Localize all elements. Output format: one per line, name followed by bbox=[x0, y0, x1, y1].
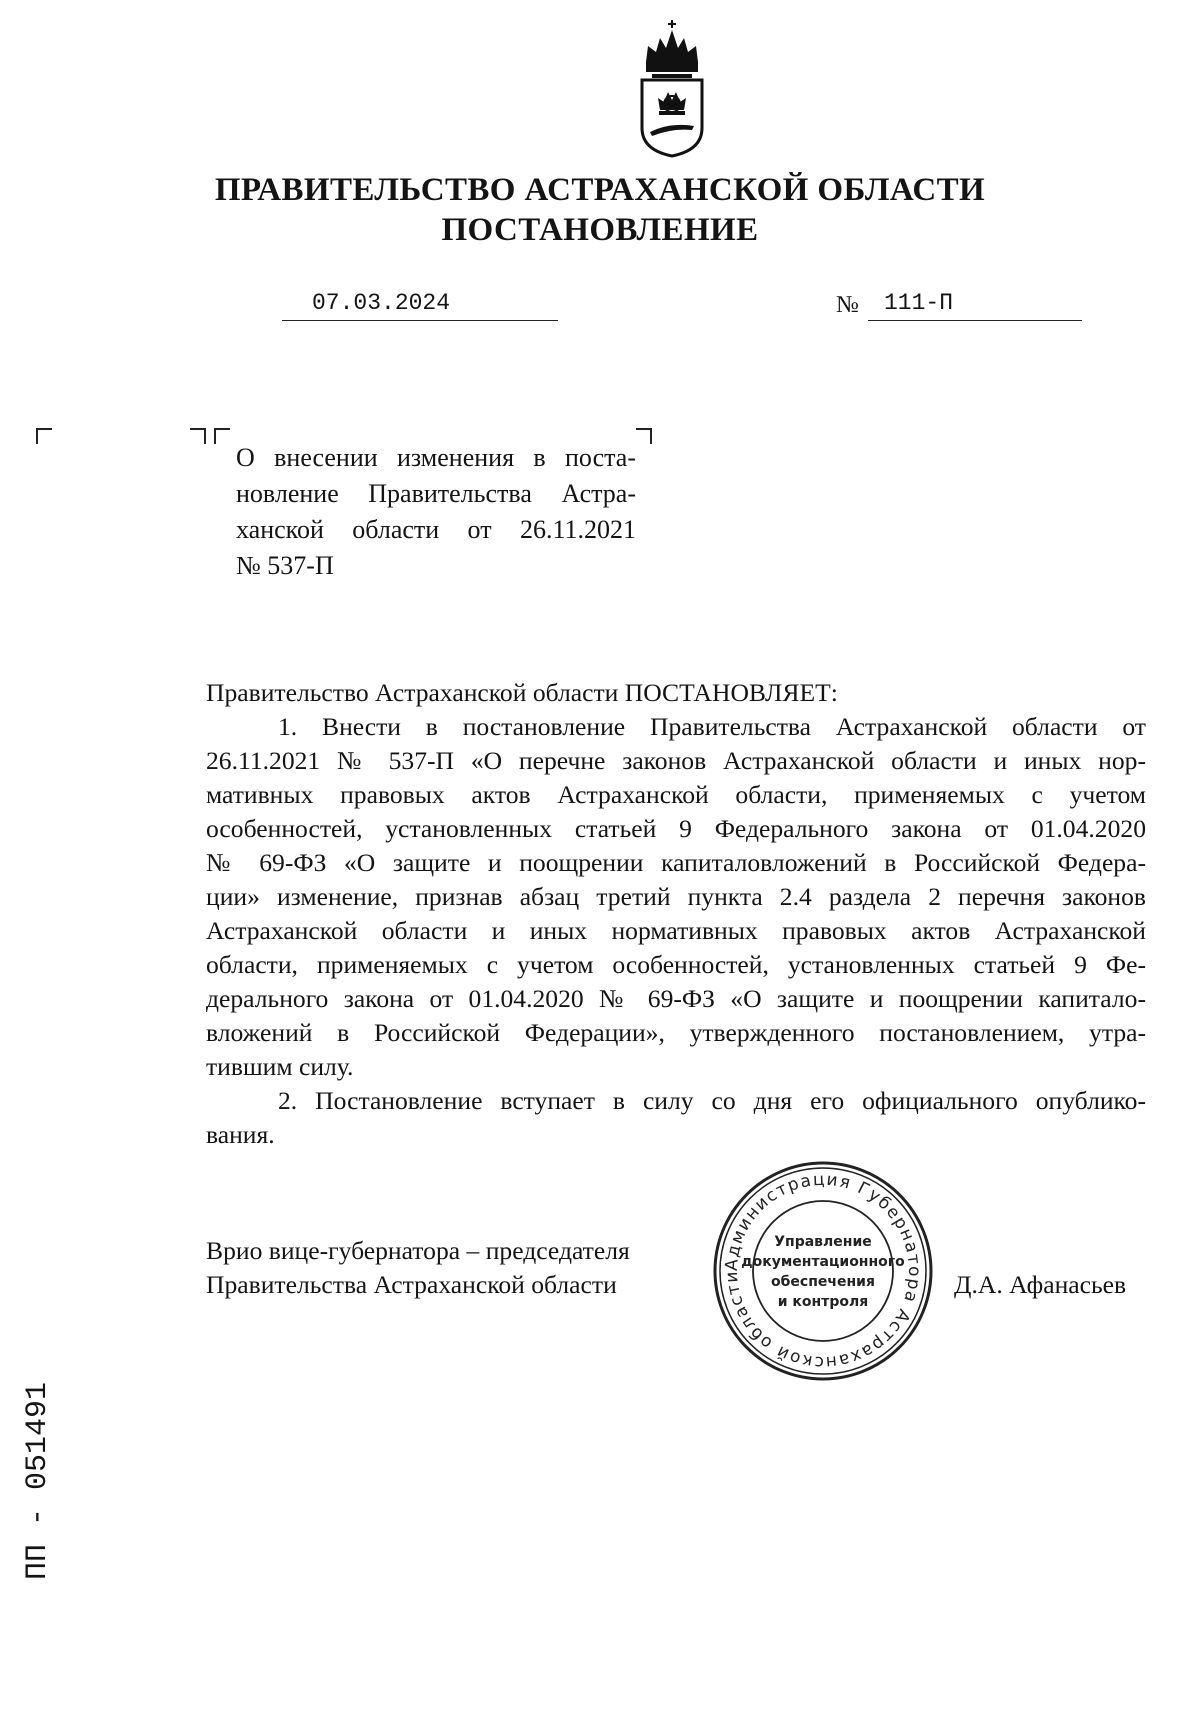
stamp-center-line: обеспечения bbox=[771, 1274, 875, 1290]
coat-of-arms-emblem bbox=[634, 18, 710, 158]
body-line: мативных правовых актов Астраханской области, применяемых с учетом bbox=[206, 780, 1146, 809]
signatory-name: Д.А. Афанасьев bbox=[954, 1270, 1127, 1299]
date-underline bbox=[282, 320, 558, 321]
subject-line: О внесении изменения в поста- bbox=[236, 443, 636, 472]
body-line: Астраханской области и иных нормативных правовых актов Астраханской bbox=[206, 916, 1146, 945]
subject-line: новление Правительства Астра- bbox=[236, 479, 636, 508]
subject-line: ханской области от 26.11.2021 bbox=[236, 515, 636, 544]
body-line: 26.11.2021 № 537-П «О перечне законов Астраханской области и иных нор- bbox=[206, 746, 1146, 775]
official-stamp bbox=[710, 1158, 936, 1384]
document-number: 111-П bbox=[884, 290, 954, 316]
signatory-position-line2: Правительства Астраханской области bbox=[206, 1270, 617, 1299]
body-line: вложений в Российской Федерации», утвержденного постановлением, утра- bbox=[206, 1018, 1146, 1047]
body-line: 1. Внести в постановление Правительства Астраханской области от bbox=[278, 712, 1146, 741]
body-line: дерального закона от 01.04.2020 № 69-ФЗ «О защите и поощрении капитало- bbox=[206, 984, 1146, 1013]
body-line: особенностей, установленных статьей 9 Федерального закона от 01.04.2020 bbox=[206, 814, 1146, 843]
corner-mark-address-right bbox=[190, 428, 206, 444]
body-line: области, применяемых с учетом особенностей, установленных статьей 9 Фе- bbox=[206, 950, 1146, 979]
stamp-center-line: Управление bbox=[774, 1234, 872, 1250]
government-title: ПРАВИТЕЛЬСТВО АСТРАХАНСКОЙ ОБЛАСТИ bbox=[214, 172, 986, 208]
corner-mark-left bbox=[36, 428, 52, 444]
document-date: 07.03.2024 bbox=[312, 290, 451, 316]
number-underline bbox=[868, 320, 1082, 321]
stamp-center-line: и контроля bbox=[777, 1294, 869, 1310]
body-line: тившим силу. bbox=[206, 1052, 354, 1081]
subject-line: № 537-П bbox=[236, 551, 334, 580]
signatory-position-line1: Врио вице-губернатора – председателя bbox=[206, 1236, 630, 1265]
document-type-title: ПОСТАНОВЛЕНИЕ bbox=[441, 212, 759, 248]
side-registration-number bbox=[18, 1380, 58, 1580]
corner-mark-subject-right bbox=[636, 428, 652, 444]
corner-mark-subject-left bbox=[214, 428, 230, 444]
number-label: № bbox=[836, 292, 859, 318]
body-intro: Правительство Астраханской области ПОСТАНОВЛЯЕТ: bbox=[206, 678, 838, 707]
stamp-center-line: документационного bbox=[741, 1254, 905, 1270]
body-line: ции» изменение, признав абзац третий пункта 2.4 раздела 2 перечня законов bbox=[206, 882, 1146, 911]
body-line: 2. Постановление вступает в силу со дня его официального опублико- bbox=[278, 1086, 1146, 1115]
document-subject bbox=[236, 440, 636, 584]
body-line: вания. bbox=[206, 1120, 275, 1149]
svg-text:Администрация Губернатора Астр: Администрация Губернатора Астраханской области bbox=[721, 1169, 925, 1373]
document-body bbox=[206, 676, 1146, 1149]
body-line: № 69-ФЗ «О защите и поощрении капиталовложений в Российской Федера- bbox=[206, 848, 1146, 877]
side-number-text: ПП - 051491 bbox=[21, 1381, 55, 1580]
